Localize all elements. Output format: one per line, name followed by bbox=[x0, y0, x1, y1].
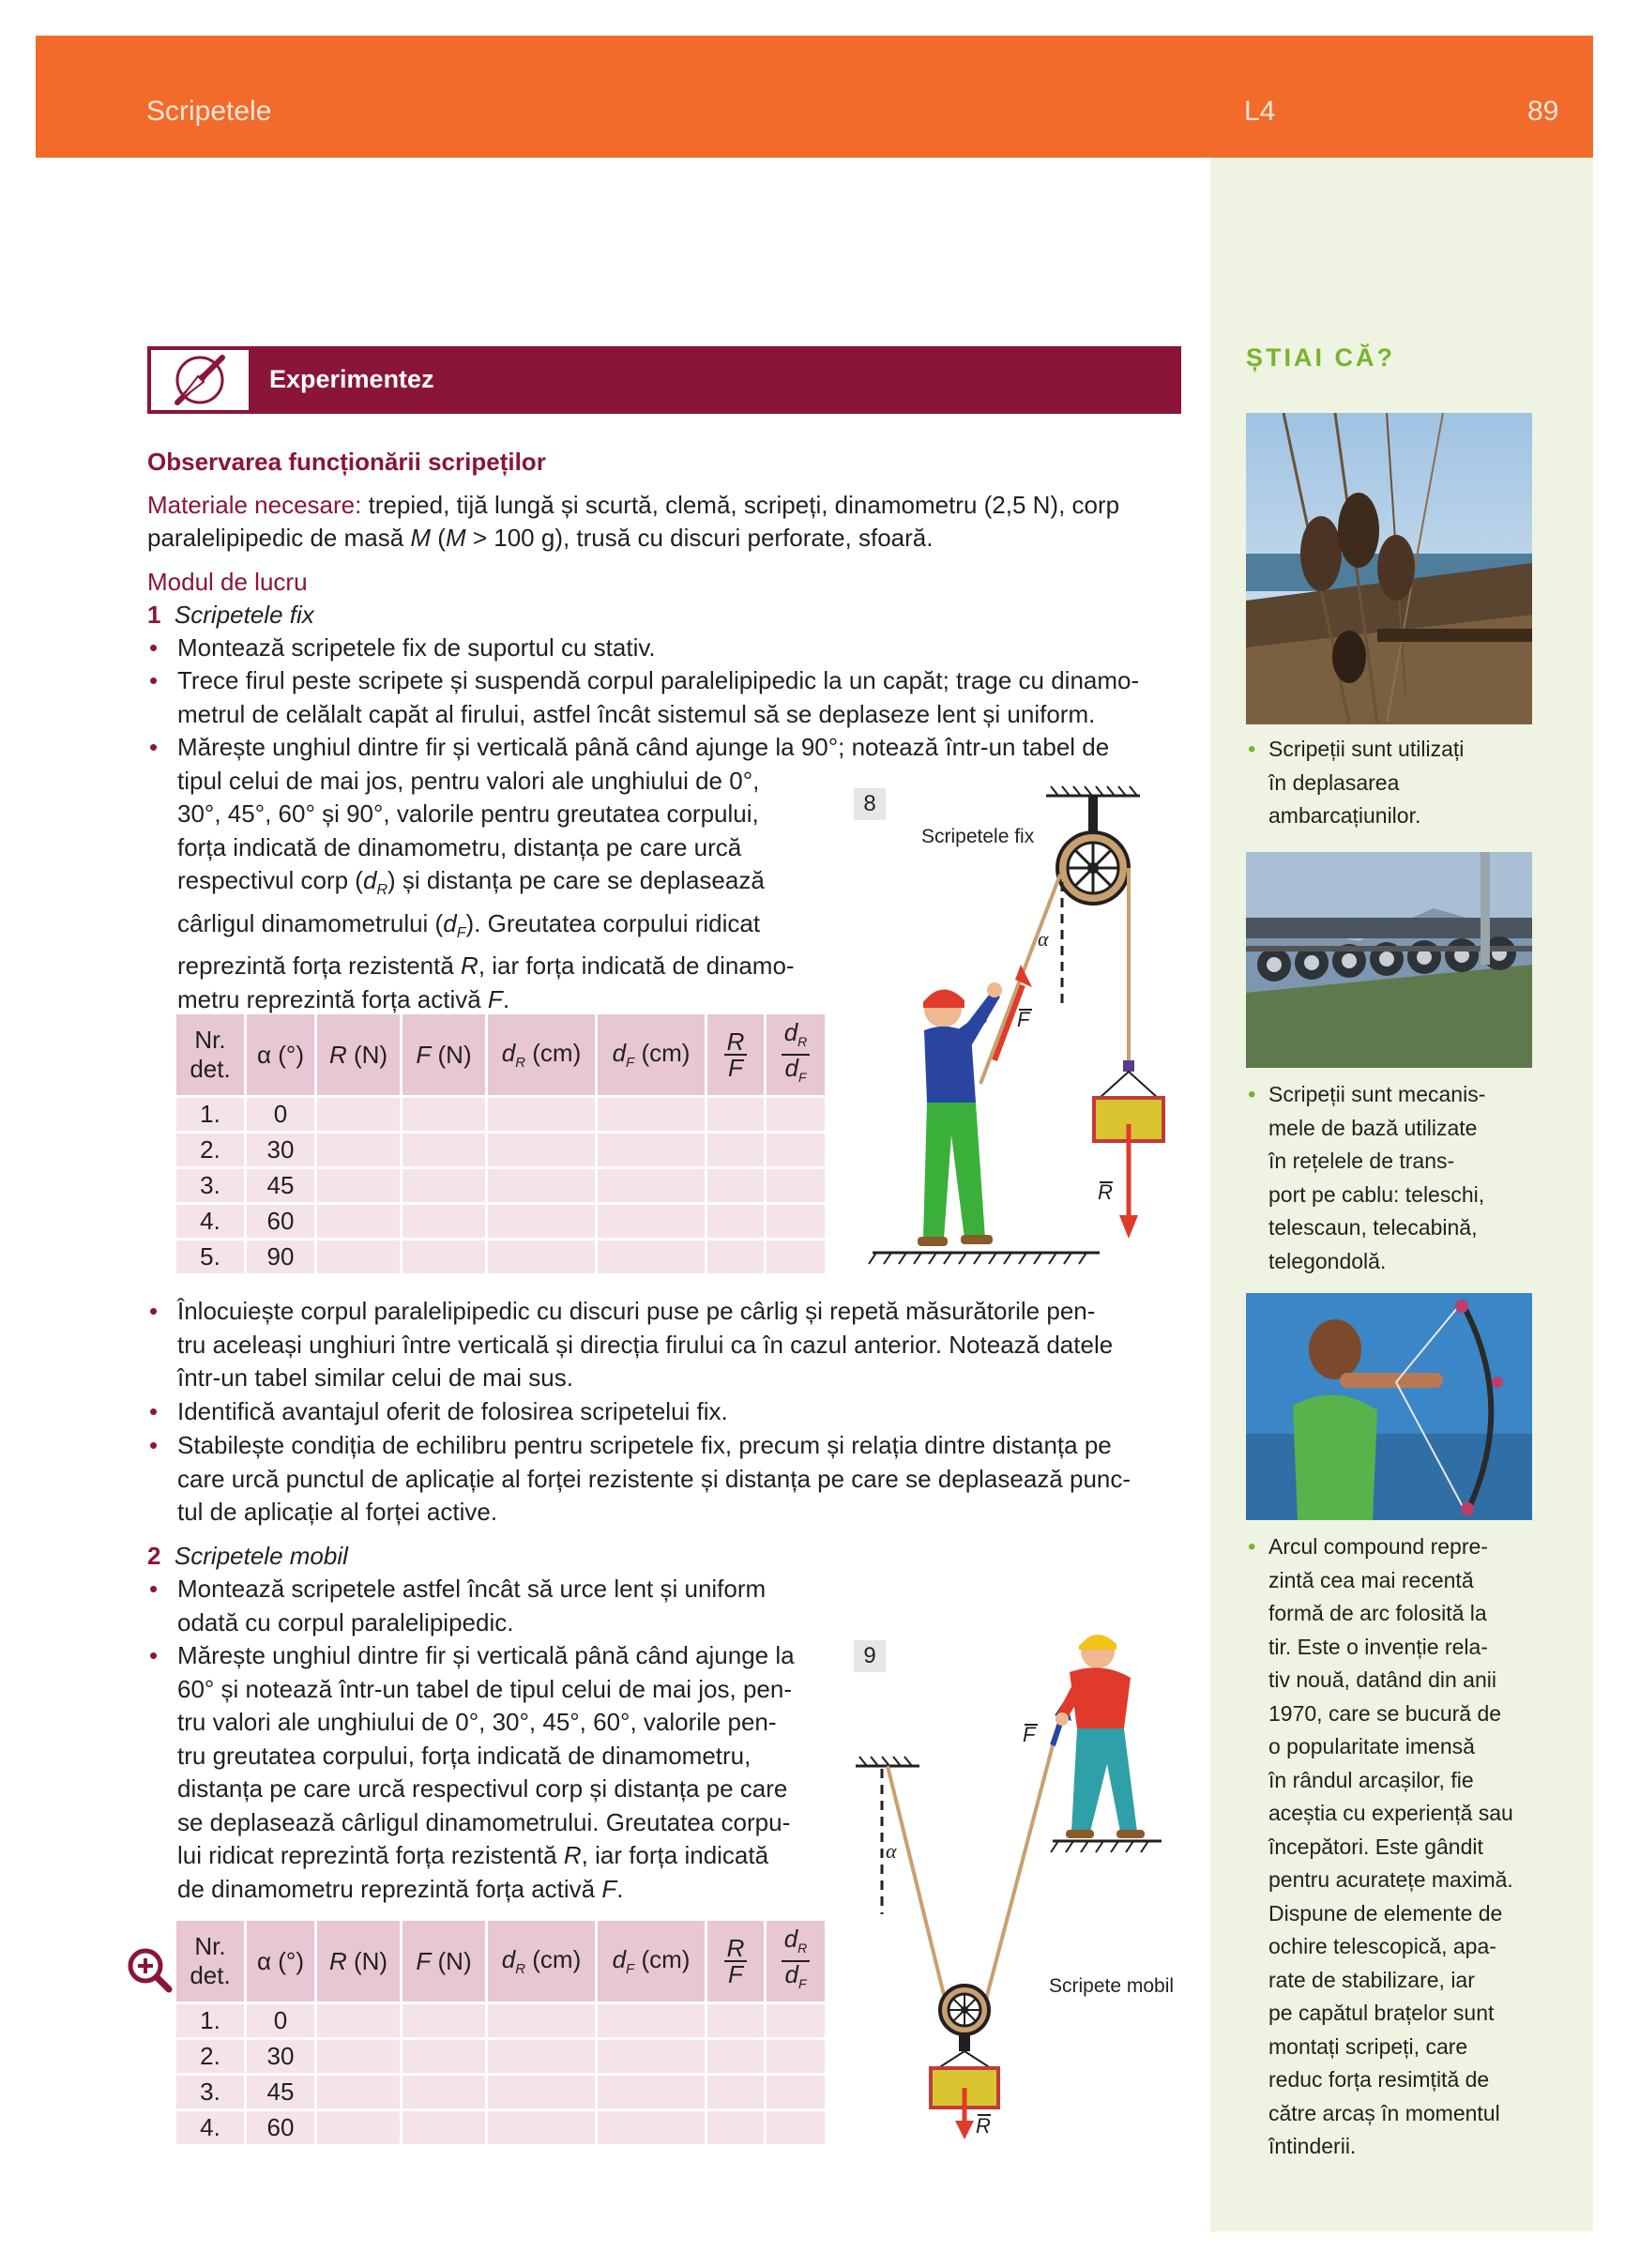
part1-bullet-4: • Înlocuiește corpul paralelipipedic cu discuri puse pe cârlig și repetă măsurătorile pen- tru aceleași unghiuri între verticală și direcția firului ca în cazul anterior. Notează datele într-un tabel similar celui de mai sus. bbox=[147, 1295, 1113, 1395]
empty-cell bbox=[488, 1241, 595, 1273]
materials-line-2: paralelipipedic de masă M (M > 100 g), trusă cu discuri perforate, sfoară. bbox=[147, 524, 934, 552]
empty-cell bbox=[707, 1205, 764, 1238]
empty-cell bbox=[707, 2040, 764, 2073]
measurement-table-mobile-pulley bbox=[174, 1918, 828, 2147]
row-number: 1. bbox=[176, 1098, 244, 1131]
row-angle: 60 bbox=[247, 1205, 314, 1238]
col-f: F (N) bbox=[402, 1921, 485, 2002]
empty-cell bbox=[767, 2004, 825, 2037]
activity-title: Observarea funcționării scripeților bbox=[147, 448, 546, 476]
measurement-table-fixed-pulley bbox=[174, 1012, 828, 1276]
svg-text:R: R bbox=[1098, 1180, 1113, 1204]
row-number: 2. bbox=[176, 1134, 244, 1166]
empty-cell bbox=[707, 1169, 764, 1202]
table-row bbox=[176, 1205, 825, 1238]
empty-cell bbox=[488, 2004, 595, 2037]
svg-text:α: α bbox=[886, 1839, 897, 1863]
row-number: 5. bbox=[176, 1241, 244, 1273]
empty-cell bbox=[402, 2004, 485, 2037]
empty-cell bbox=[488, 2111, 595, 2144]
empty-cell bbox=[402, 2040, 485, 2073]
materials-line-1: Materiale necesare: trepied, tijă lungă și scurtă, clemă, scripeți, dinamometru (2,5 N), corp bbox=[147, 491, 1120, 519]
empty-cell bbox=[767, 1205, 825, 1238]
part1-heading: 1 Scripetele fix bbox=[147, 601, 314, 629]
empty-cell bbox=[767, 2111, 825, 2144]
part2-heading: 2 Scripetele mobil bbox=[147, 1542, 348, 1570]
col-alpha: α (°) bbox=[247, 1921, 314, 2002]
empty-cell bbox=[767, 1241, 825, 1273]
empty-cell bbox=[598, 1169, 705, 1202]
col-f: F (N) bbox=[402, 1014, 485, 1095]
empty-cell bbox=[317, 2040, 400, 2073]
figure-9-caption: Scripete mobil bbox=[1049, 1975, 1175, 1997]
empty-cell bbox=[317, 1205, 400, 1238]
table-row bbox=[176, 2111, 825, 2144]
svg-text:F: F bbox=[1023, 1723, 1036, 1746]
row-number: 4. bbox=[176, 1205, 244, 1238]
empty-cell bbox=[598, 1098, 705, 1131]
row-angle: 30 bbox=[247, 2040, 314, 2073]
row-number: 3. bbox=[176, 1169, 244, 1202]
pulley-icon bbox=[940, 1986, 989, 2034]
svg-text:R: R bbox=[976, 2114, 991, 2138]
empty-cell bbox=[767, 1098, 825, 1131]
row-number: 3. bbox=[176, 2076, 244, 2108]
col-r: R (N) bbox=[317, 1014, 400, 1095]
compound-bow-archer-photo bbox=[1246, 1293, 1532, 1520]
part2-bullet-2: • Mărește unghiul dintre fir și verticală până când ajunge la 60° și notează într-un tabel de tipul celui de mai jos, pen- tru valori ale unghiului de 0°, 30°, 45°, 60°, valorile pen- tru greutatea corpului, forța indicată de dinamometru, distanța pe care urcă respectivul corp și distanța pe care se deplasează cârligul dinamometrului. Greutatea corpu- lui ridicat reprezintă forța rezistentă R, iar forța indicată de dinamometru reprezintă forța activă F. bbox=[147, 1639, 795, 1906]
row-angle: 0 bbox=[247, 2004, 314, 2037]
empty-cell bbox=[488, 1169, 595, 1202]
table-row bbox=[176, 1134, 825, 1166]
part1-bullet-2: • Trece firul peste scripete și suspendă corpul paralelipipedic la un capăt; trage cu dinamo- metrul de celălalt capăt al firului, astfel încât sistemul să se deplaseze lent și uniform. bbox=[147, 664, 1139, 731]
empty-cell bbox=[598, 2111, 705, 2144]
empty-cell bbox=[707, 2076, 764, 2108]
empty-cell bbox=[767, 1134, 825, 1166]
sidebar-title: ȘTIAI CĂ? bbox=[1246, 343, 1395, 372]
empty-cell bbox=[488, 2040, 595, 2073]
empty-cell bbox=[317, 1169, 400, 1202]
empty-cell bbox=[402, 2076, 485, 2108]
col-r: R (N) bbox=[317, 1921, 400, 2002]
empty-cell bbox=[402, 1134, 485, 1166]
empty-cell bbox=[488, 2076, 595, 2108]
part1-bullet-6: • Stabilește condiția de echilibru pentru scripetele fix, precum și relația dintre distanța pe care urcă punctul de aplicație al forței rezistente și distanța pe care se deplasează punc- tul de aplicație al forței active. bbox=[147, 1429, 1131, 1530]
empty-cell bbox=[317, 2004, 400, 2037]
row-angle: 0 bbox=[247, 1098, 314, 1131]
mobile-pulley-diagram bbox=[844, 1623, 1163, 2139]
fixed-pulley-diagram bbox=[854, 779, 1210, 1286]
table-row bbox=[176, 1241, 825, 1273]
empty-cell bbox=[598, 1134, 705, 1166]
method-label: Modul de lucru bbox=[147, 568, 308, 596]
empty-cell bbox=[488, 1205, 595, 1238]
empty-cell bbox=[317, 1241, 400, 1273]
chapter-title: Scripetele bbox=[146, 96, 272, 127]
col-ratio-rf: $\frac{R}{F}$ bbox=[707, 1014, 764, 1095]
empty-cell bbox=[402, 1241, 485, 1273]
empty-cell bbox=[707, 1241, 764, 1273]
row-number: 4. bbox=[176, 2111, 244, 2144]
empty-cell bbox=[317, 1098, 400, 1131]
empty-cell bbox=[598, 2040, 705, 2073]
table-row bbox=[176, 1169, 825, 1202]
section-banner bbox=[147, 346, 1181, 414]
empty-cell bbox=[767, 2040, 825, 2073]
empty-cell bbox=[598, 2004, 705, 2037]
table-row bbox=[176, 2004, 825, 2037]
empty-cell bbox=[598, 1205, 705, 1238]
col-dr: $d_R$ (cm) bbox=[488, 1921, 595, 2002]
part2-bullet-1: • Montează scripetele astfel încât să urce lent și uniform odată cu corpul paralelipipedic. bbox=[147, 1573, 766, 1639]
col-ratio-d: $\frac{d_R}{d_F}$ bbox=[767, 1014, 825, 1095]
row-angle: 45 bbox=[247, 1169, 314, 1202]
empty-cell bbox=[317, 2076, 400, 2108]
table-row bbox=[176, 2040, 825, 2073]
empty-cell bbox=[402, 1098, 485, 1131]
col-ratio-d: $\frac{d_R}{d_F}$ bbox=[767, 1921, 825, 2002]
sidebar-note-compound-bow: • Arcul compound repre- zintă cea mai recentă formă de arc folosită la tir. Este o invenție rela- tiv nouă, datând din anii 1970, care se bucură de o popularitate imensă în rândul arcașilor, fie aceștia cu experiență sau începători. Este gândit pentru acuratețe maximă. Dispune de elemente de ochire telescopică, apa- rate de stabilizare, iar pe capătul brațelor sunt montați scripeți, care reduc forța resimțită de către arcaș în momentul întinderii. bbox=[1246, 1530, 1546, 2164]
row-angle: 30 bbox=[247, 1134, 314, 1166]
cable-car-pulleys-photo bbox=[1246, 852, 1532, 1068]
row-number: 2. bbox=[176, 2040, 244, 2073]
part1-bullet-5: • Identifică avantajul oferit de folosirea scripetelui fix. bbox=[147, 1395, 728, 1429]
empty-cell bbox=[402, 1169, 485, 1202]
banner-title: Experimentez bbox=[269, 365, 434, 393]
figure-9-number: 9 bbox=[854, 1640, 886, 1672]
row-number: 1. bbox=[176, 2004, 244, 2037]
zoom-in-icon[interactable] bbox=[126, 1946, 173, 1993]
figure-8-number: 8 bbox=[854, 788, 886, 820]
col-nr: Nr. det. bbox=[176, 1014, 244, 1095]
row-angle: 45 bbox=[247, 2076, 314, 2108]
empty-cell bbox=[707, 2111, 764, 2144]
empty-cell bbox=[402, 2111, 485, 2144]
page-number: 89 bbox=[1527, 96, 1559, 127]
empty-cell bbox=[767, 1169, 825, 1202]
empty-cell bbox=[488, 1134, 595, 1166]
col-df: $d_F$ (cm) bbox=[598, 1014, 705, 1095]
empty-cell bbox=[598, 1241, 705, 1273]
col-ratio-rf: $\frac{R}{F}$ bbox=[707, 1921, 764, 2002]
pulley-icon bbox=[1057, 832, 1129, 904]
empty-cell bbox=[317, 2111, 400, 2144]
empty-cell bbox=[488, 1098, 595, 1131]
col-alpha: α (°) bbox=[247, 1014, 314, 1095]
page-header bbox=[36, 36, 1593, 158]
empty-cell bbox=[767, 2076, 825, 2108]
col-nr: Nr. det. bbox=[176, 1921, 244, 2002]
part1-bullet-1: • Montează scripetele fix de suportul cu stativ. bbox=[147, 632, 656, 665]
compass-icon bbox=[147, 346, 252, 414]
empty-cell bbox=[707, 2004, 764, 2037]
col-df: $d_F$ (cm) bbox=[598, 1921, 705, 2002]
sailboat-pulleys-photo bbox=[1246, 413, 1532, 724]
figure-8-caption: Scripetele fix bbox=[921, 826, 1035, 847]
empty-cell bbox=[707, 1134, 764, 1166]
part1-bullet-3: • Mărește unghiul dintre fir și verticală până când ajunge la 90°; notează într-un tabel de tipul celui de mai jos, pentru valori ale unghiului de 0°, 30°, 45°, 60° și 90°, valorile pentru greutatea corpului, forța indicată de dinamometru, distanța pe care urcă respectivul corp $(d_R)$ și distanța pe care se deplasează cârligul dinamometrului $(d_F)$. Greutatea corpului ridicat reprezintă forța rezistentă R, iar forța indicată de dinamo- metru reprezintă forța activă F. bbox=[147, 731, 1109, 1016]
row-angle: 90 bbox=[247, 1241, 314, 1273]
lesson-label: L4 bbox=[1244, 96, 1276, 127]
row-angle: 60 bbox=[247, 2111, 314, 2144]
col-dr: $d_R$ (cm) bbox=[488, 1014, 595, 1095]
empty-cell bbox=[707, 1098, 764, 1131]
svg-text:α: α bbox=[1038, 927, 1049, 951]
empty-cell bbox=[598, 2076, 705, 2108]
empty-cell bbox=[402, 1205, 485, 1238]
svg-text:F: F bbox=[1017, 1008, 1030, 1031]
sidebar-note-cable-transport: • Scripeții sunt mecanis- mele de bază utilizate în rețelele de trans- port pe cablu: teleschi, telescaun, telecabină, telegondolă. bbox=[1246, 1078, 1546, 1278]
table-row bbox=[176, 2076, 825, 2108]
table-row bbox=[176, 1098, 825, 1131]
empty-cell bbox=[317, 1134, 400, 1166]
sidebar-note-boats: • Scripeții sunt utilizați în deplasarea ambarcațiunilor. bbox=[1246, 733, 1546, 833]
